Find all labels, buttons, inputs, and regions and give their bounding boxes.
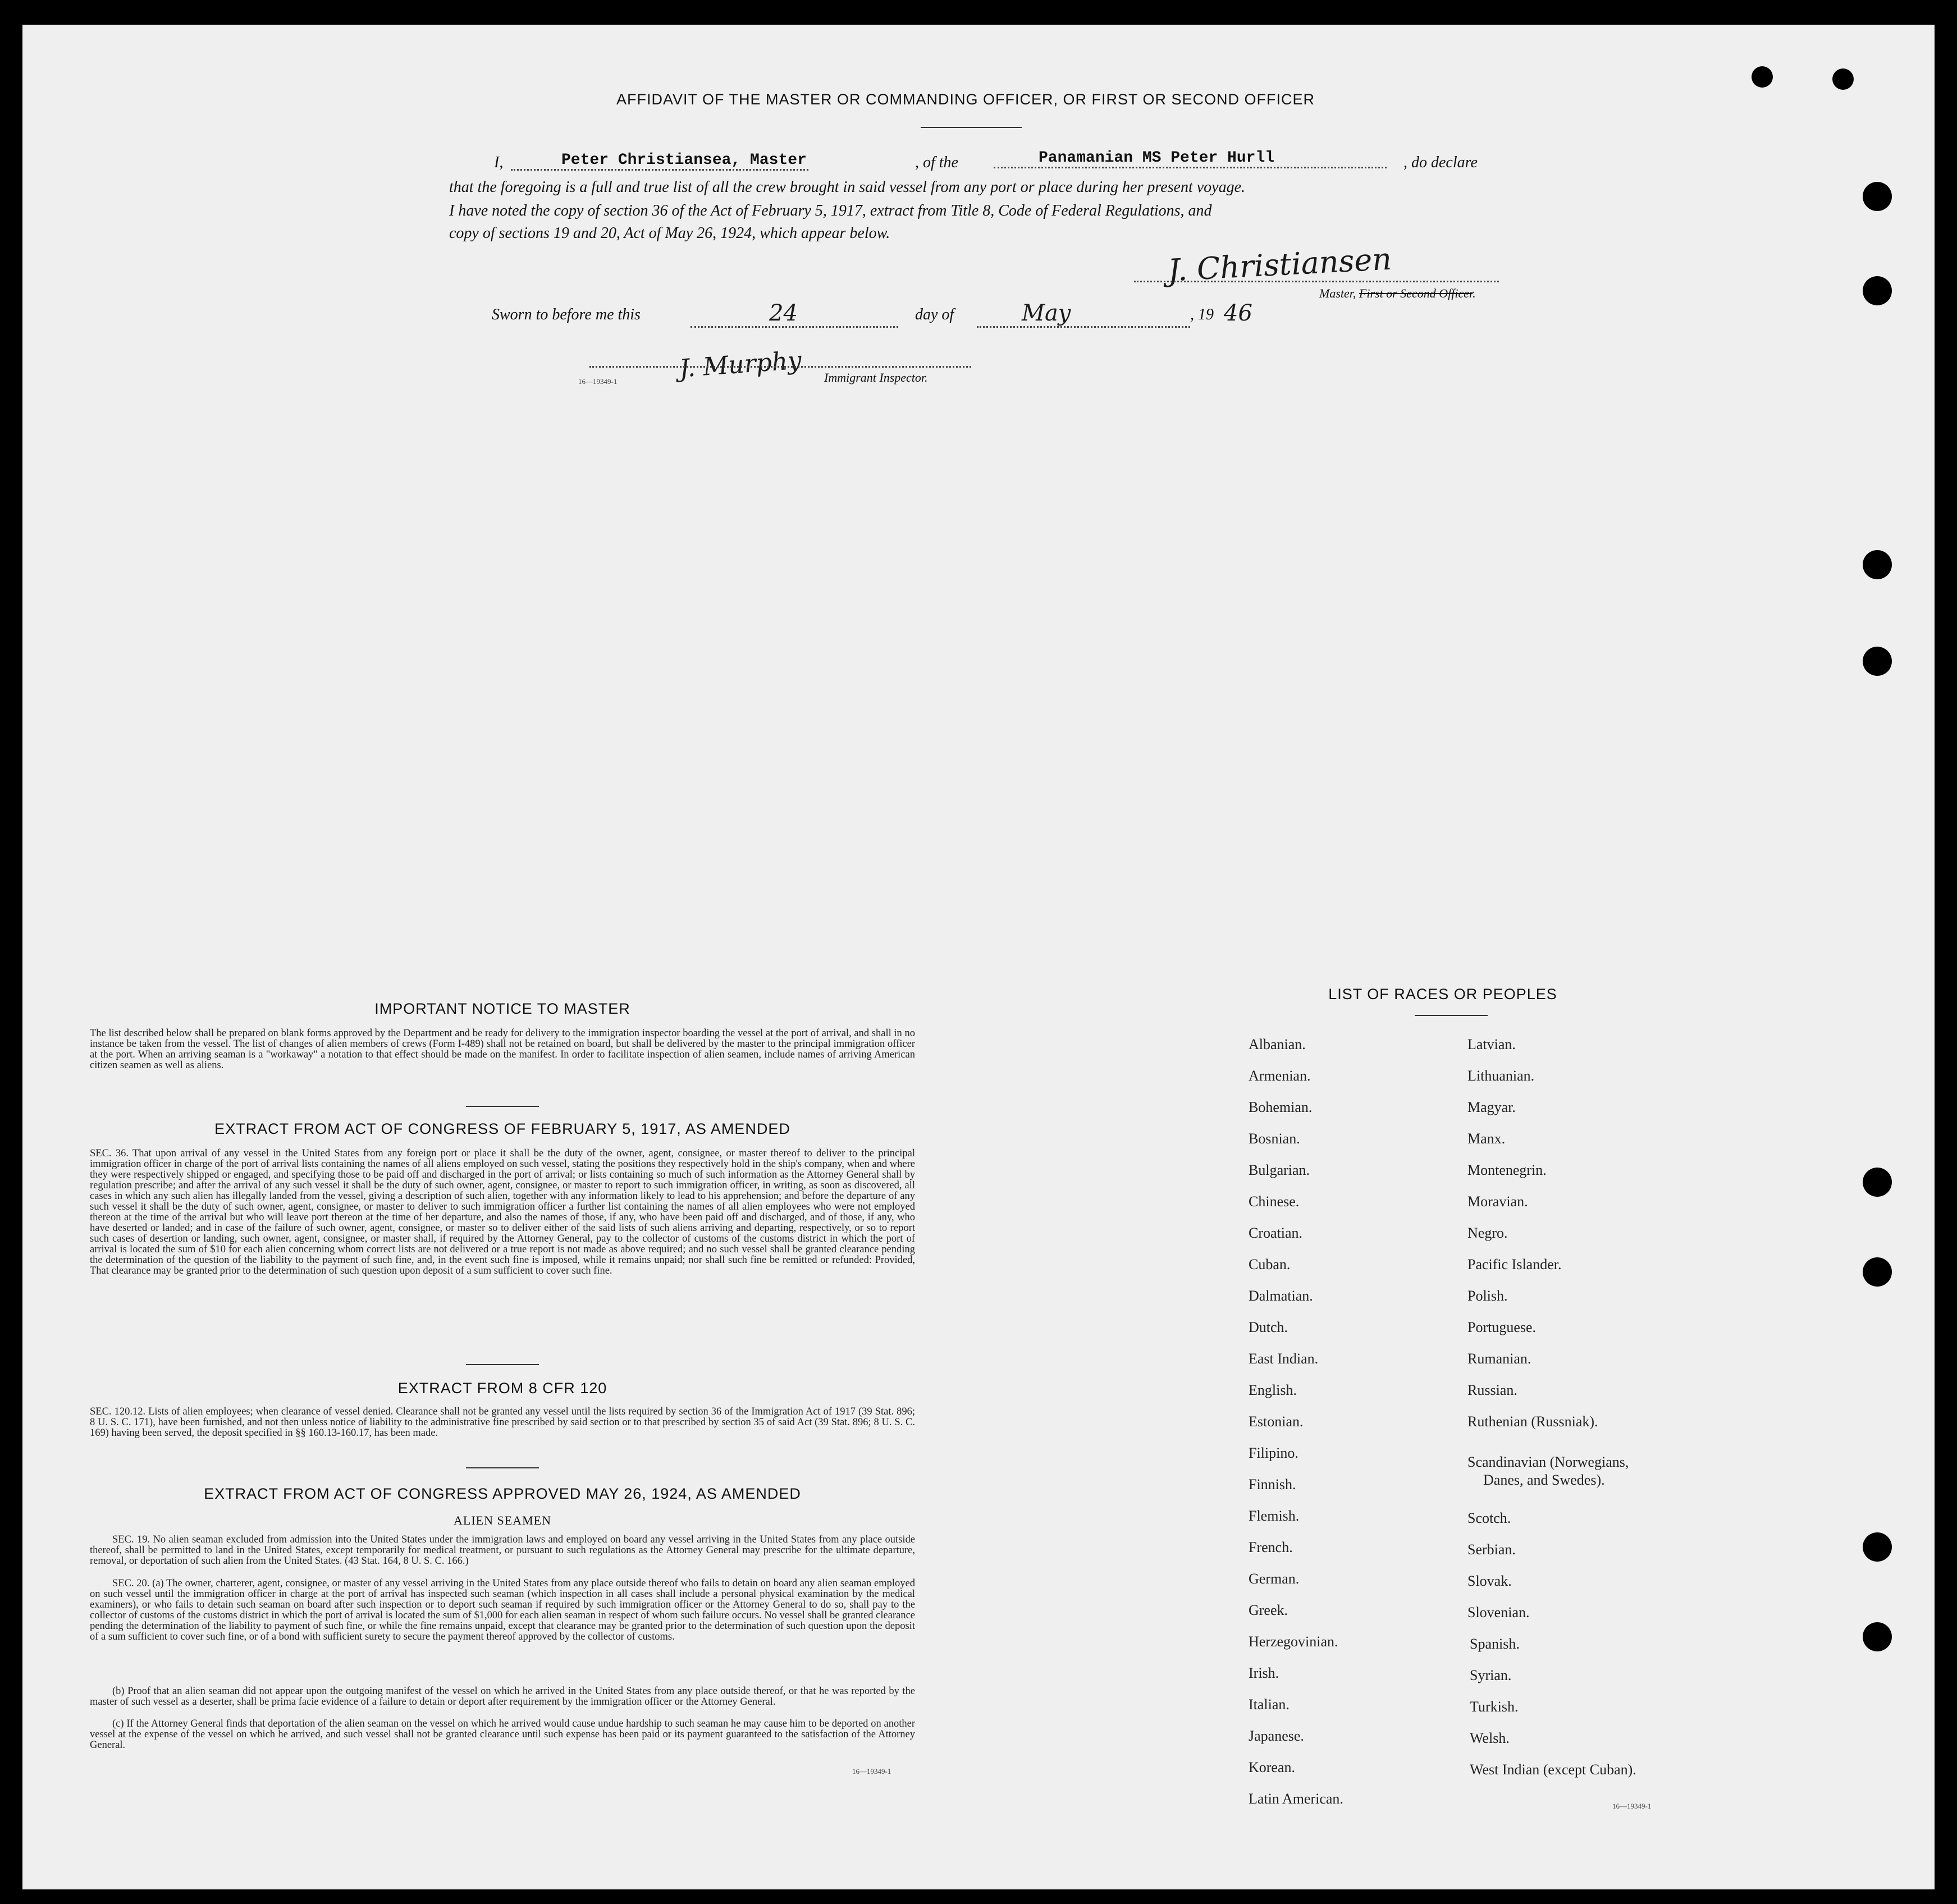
year-field: 46 <box>1224 300 1252 326</box>
extract-1917-text: SEC. 36. That upon arrival of any vessel in the United States from any foreign port or place it shall be the duty of the owner, agent, consignee, or master thereof to deliver to the principal immigration officer in charge of the port of arrival lists containing the names of all aliens employed on such vessel, stating the positions they respectively hold in the ship's company, when and where they were respectively shipped or engaged, and specifying those to be paid off and discharged in the port of arrival; or lists containing so much of such information as the Attorney General shall by regulation prescribe; and after the arrival of any such vessel it shall be the duty of such owner, agent, consignee, or master to report to such immigration officer, in writing, as soon as discovered, all cases in which any such alien has illegally landed from the vessel, giving a description of such alien, together with any information likely to lead to his apprehension; and before the departure of any such vessel it shall be the duty of such owner, agent, consignee, or master to deliver to such immigration officer a further list containing the names of all alien employees who were not employed thereon at the time of the arrival but who will leave port thereon at the time of her departure, and also the names of those, if any, who have been paid off and discharged, and of those, if any, who have deserted or landed; and in case of the failure of such owner, agent, consignee, or master so to deliver either of the said lists of such aliens arriving and departing, respectively, or so to report such cases of desertion or landing, such owner, agent, consignee, or master shall, if required by the Attorney General, pay to the collector of customs of the customs district in which the port of arrival is located the sum of $10 for each alien concerning whom correct lists are not delivered or a true report is not made as above required; and no such vessel shall be granted clearance pending the determination of the question of the liability to the payment of such fine, and, in the event such fine is imposed, while it remains unpaid; nor shall such fine be remitted or refunded: Provided, That clearance may be granted prior to the determination of such question upon deposit of a sum sufficient to cover such fine. <box>90 1148 915 1276</box>
race-item: Slovenian. <box>1467 1604 1530 1621</box>
race-item: Bohemian. <box>1249 1099 1313 1115</box>
alien-seamen-subtitle: ALIEN SEAMEN <box>454 1513 551 1527</box>
inspector-caption: Immigrant Inspector. <box>824 370 928 385</box>
inspector-signature-line <box>589 366 971 368</box>
master-caption <box>1319 286 1476 301</box>
race-item: Latvian. <box>1467 1036 1516 1052</box>
notice-text: The list described below shall be prepared on blank forms approved by the Department and be ready for delivery to the immigration inspector boarding the vessel at the port of arrival, and shall in no instance be taken from the vessel. The list of changes of alien members of crews (Form I-489) shall not be retained on board, but shall be delivered by the master to the principal immigration officer at the port. When an arriving seaman is a "workaway" a notation to that effect should be made on the manifest. In order to facilitate inspection of alien seamen, include names of arriving American citizen seamen as well as aliens. <box>90 1028 915 1071</box>
year-prefix-label: , 19 <box>1190 306 1214 323</box>
race-item: Dutch. <box>1249 1319 1288 1335</box>
race-item: Latin American. <box>1249 1791 1343 1807</box>
sec20c-text: (c) If the Attorney General finds that deportation of the alien seaman on the vessel on which he arrived would cause undue hardship to such seaman he may cause him to be deported on another vessel at the expense of the vessel on which he arrived, and such vessel shall not be granted clearance until such expense has been paid or its payment guaranteed to the satisfaction of the Attorney General. <box>90 1718 915 1751</box>
affidavit-body-2: I have noted the copy of section 36 of the Act of February 5, 1917, extract from Title 8, Code of Federal Regulations, and <box>449 202 1212 219</box>
form-number-races: 16—19349-1 <box>1612 1802 1652 1810</box>
race-item: Greek. <box>1249 1602 1288 1618</box>
race-item: Cuban. <box>1249 1256 1291 1273</box>
race-item: French. <box>1249 1539 1293 1555</box>
binder-hole <box>1863 647 1892 676</box>
race-item: Dalmatian. <box>1249 1288 1313 1304</box>
race-item: Scotch. <box>1467 1510 1511 1526</box>
inspector-signature: J. Murphy <box>678 346 803 383</box>
race-item: Polish. <box>1467 1288 1508 1304</box>
binder-hole <box>1752 66 1773 88</box>
binder-hole <box>1863 550 1892 579</box>
race-item: West Indian (except Cuban). <box>1470 1761 1636 1778</box>
sworn-label: Sworn to before me this <box>492 306 641 323</box>
race-item: Manx. <box>1467 1130 1506 1147</box>
race-item: Ruthenian (Russniak). <box>1467 1413 1598 1430</box>
race-item: Albanian. <box>1249 1036 1306 1052</box>
extract-cfr-title: EXTRACT FROM 8 CFR 120 <box>397 1380 607 1397</box>
race-item: Russian. <box>1467 1382 1517 1398</box>
sec20b-text: (b) Proof that an alien seaman did not appear upon the outgoing manifest of the vessel on which he arrived in the United States from any place outside thereof, or that he was reported by the master of such vessel as a deserter, shall be prima facie evidence of a failure to detain or deport after requirement by the immigration officer or the Attorney General. <box>90 1686 915 1708</box>
notice-title: IMPORTANT NOTICE TO MASTER <box>374 1000 630 1017</box>
race-item: Bulgarian. <box>1249 1162 1310 1178</box>
extract-cfr-divider <box>466 1467 539 1468</box>
race-item: East Indian. <box>1249 1351 1319 1367</box>
race-item: German. <box>1249 1571 1300 1587</box>
race-item: Pacific Islander. <box>1467 1256 1562 1273</box>
extract-1924-title: EXTRACT FROM ACT OF CONGRESS APPROVED MAY 26, 1924, AS AMENDED <box>204 1485 801 1502</box>
title-divider <box>921 127 1022 128</box>
extract-1917-divider <box>466 1364 539 1365</box>
vessel-name-field: Panamanian MS Peter Hurll <box>994 149 1387 168</box>
extract-1917-title: EXTRACT FROM ACT OF CONGRESS OF FEBRUARY 5, 1917, AS AMENDED <box>214 1120 790 1137</box>
day-of-label: day of <box>915 306 954 323</box>
caption-suffix: . <box>1473 286 1476 300</box>
sec19-text: SEC. 19. No alien seaman excluded from admission into the United States under the immigration laws and employed on board any vessel arriving in the United States from any place outside thereof, shall be permitted to land in the United States, except temporarily for medical treatment, or pursuant to such regulations as the Attorney General may prescribe for the ultimate departure, removal, or deportation of such alien from the United States. (43 Stat. 164, 8 U. S. C. 166.) <box>90 1534 915 1567</box>
sworn-line <box>449 300 1291 328</box>
race-item: Finnish. <box>1249 1476 1296 1493</box>
race-item: English. <box>1249 1382 1297 1398</box>
race-item: Italian. <box>1249 1696 1290 1713</box>
struck-caption: First or Second Officer <box>1359 286 1473 300</box>
race-item: Herzegovinian. <box>1249 1633 1338 1650</box>
race-item: Bosnian. <box>1249 1130 1300 1147</box>
race-item: Spanish. <box>1470 1636 1520 1652</box>
race-item: Syrian. <box>1470 1667 1512 1683</box>
race-item: Slovak. <box>1467 1573 1512 1589</box>
do-declare-label: , do declare <box>1403 154 1478 171</box>
race-item: Negro. <box>1467 1225 1508 1241</box>
race-item: Turkish. <box>1470 1699 1519 1715</box>
binder-hole <box>1863 1257 1892 1287</box>
master-caption-prefix: Master, <box>1319 286 1356 300</box>
binder-hole <box>1832 68 1854 90</box>
affidavit-body-3: copy of sections 19 and 20, Act of May 26, 1924, which appear below. <box>449 225 890 242</box>
affidavit-title: AFFIDAVIT OF THE MASTER OR COMMANDING OFFICER, OR FIRST OR SECOND OFFICER <box>616 91 1315 108</box>
races-title: LIST OF RACES OR PEOPLES <box>1328 986 1557 1003</box>
master-name-field: Peter Christiansea, Master <box>511 152 808 171</box>
affidavit-body-1: that the foregoing is a full and true list of all the crew brought in said vessel from any port or place during her present voyage. <box>449 178 1246 196</box>
binder-hole <box>1863 1532 1892 1562</box>
master-signature: J. Christiansen <box>1167 241 1393 289</box>
race-item: Scandinavian (Norwegians, <box>1467 1454 1629 1470</box>
race-item: Irish. <box>1249 1665 1279 1681</box>
race-item: Flemish. <box>1249 1508 1300 1524</box>
binder-hole <box>1863 182 1892 211</box>
race-item: Rumanian. <box>1467 1351 1531 1367</box>
master-signature-line <box>1134 281 1499 282</box>
day-field: 24 <box>691 300 898 328</box>
extract-cfr-text: SEC. 120.12. Lists of alien employees; when clearance of vessel denied. Clearance shall not be granted any vessel until the lists required by section 36 of the Immigration Act of 1917 (39 Stat. 896; 8 U. S. C. 171), have been furnished, and not then unless notice of liability to the administrative fine prescribed by said section or to that prescribed by section 35 of said Act (39 Stat. 896; 8 U. S. C. 169) having been served, the deposit specified in §§ 160.13-160.17, has been made. <box>90 1406 915 1439</box>
binder-hole <box>1863 276 1892 305</box>
of-the-label: , of the <box>915 154 958 171</box>
race-item: Danes, and Swedes). <box>1483 1472 1605 1488</box>
race-item: Portuguese. <box>1467 1319 1537 1335</box>
binder-hole <box>1863 1622 1892 1651</box>
sec20a-text: SEC. 20. (a) The owner, charterer, agent, consignee, or master of any vessel arriving in the United States from any place outside thereof who fails to detain on board any alien seaman employed on such vessel until the immigration officer in charge at the port of arrival has inspected such seaman (which inspection in all cases shall include a personal physical examination by the medical examiners), or who fails to detain such seaman on board after such inspection or to deport such seaman if required by such immigration officer or the Attorney General to do so, shall pay to the collector of customs of the customs district in which the port of arrival is located the sum of $1,000 for each alien seaman in respect of whom such failure occurs. No vessel shall be granted clearance pending the determination of the liability to payment of such fine, or while the fine remains unpaid, except that clearance may be granted prior to the determination of such question upon the deposit of a sum sufficient to cover such fine, or of a bond with sufficient surety to secure the payment thereof approved by the collector of customs. <box>90 1578 915 1642</box>
notice-divider <box>466 1106 539 1107</box>
form-number-small: 16—19349-1 <box>578 377 618 386</box>
race-item: Welsh. <box>1470 1730 1510 1746</box>
form-number-notice: 16—19349-1 <box>852 1767 891 1775</box>
race-item: Estonian. <box>1249 1413 1304 1430</box>
races-divider <box>1415 1015 1488 1016</box>
race-item: Japanese. <box>1249 1728 1304 1744</box>
race-item: Serbian. <box>1467 1541 1516 1558</box>
race-item: Korean. <box>1249 1759 1296 1775</box>
affidavit-line-1 <box>449 149 1505 174</box>
race-item: Chinese. <box>1249 1193 1300 1210</box>
race-item: Lithuanian. <box>1467 1068 1535 1084</box>
race-item: Filipino. <box>1249 1445 1298 1461</box>
month-field: May <box>977 300 1190 328</box>
race-item: Montenegrin. <box>1467 1162 1547 1178</box>
race-item: Moravian. <box>1467 1193 1528 1210</box>
binder-hole <box>1863 1168 1892 1197</box>
race-item: Magyar. <box>1467 1099 1516 1115</box>
race-item: Armenian. <box>1249 1068 1311 1084</box>
i-label: I, <box>494 154 504 171</box>
race-item: Croatian. <box>1249 1225 1303 1241</box>
